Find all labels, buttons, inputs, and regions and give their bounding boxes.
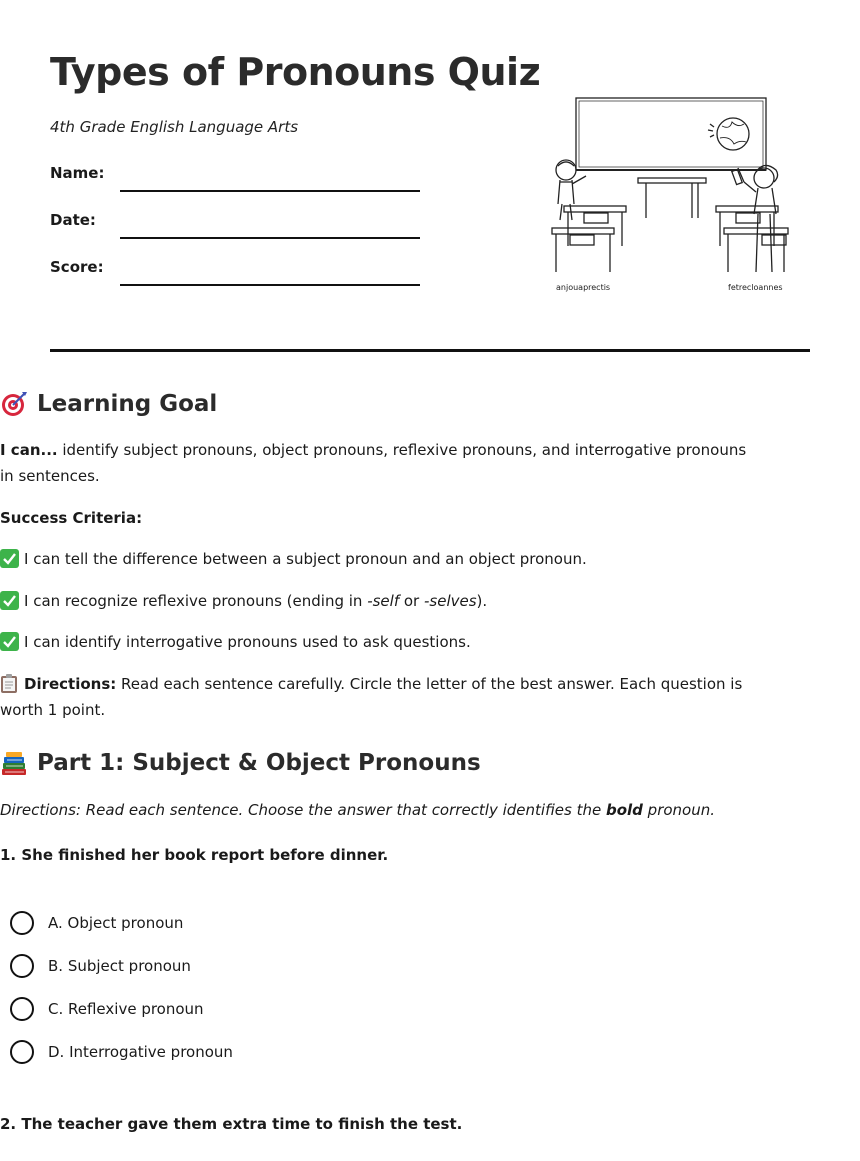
criteria-item [0, 629, 760, 655]
child-left [556, 160, 576, 180]
i-can-label: I can... [0, 441, 58, 459]
q1-option-a[interactable] [10, 910, 183, 936]
header-divider [50, 349, 810, 352]
books-icon [0, 749, 28, 777]
part1-title: Part 1: Subject & Object Pronouns [37, 750, 481, 776]
date-line[interactable] [120, 237, 420, 239]
score-field[interactable] [50, 258, 430, 288]
check-icon [0, 632, 19, 651]
score-label: Score: [50, 258, 104, 276]
learning-goal-title: Learning Goal [37, 391, 218, 417]
part1-directions [0, 797, 760, 823]
clipboard-icon [0, 674, 18, 693]
name-field[interactable] [50, 164, 430, 194]
criteria-emphasis: -self [367, 592, 400, 610]
criteria-text: or [399, 592, 424, 610]
quiz-header [50, 0, 810, 352]
option-radio[interactable] [10, 911, 34, 935]
directions-label: Directions: [24, 675, 117, 693]
learning-goal-statement [0, 437, 760, 489]
classroom-illustration [550, 96, 790, 296]
part1-heading [0, 749, 481, 777]
question-2: 2. The teacher gave them extra time to finish the test. [0, 1115, 463, 1133]
check-icon [0, 591, 19, 610]
part1-directions-text: pronoun. [642, 801, 716, 819]
teacher-desk [638, 178, 706, 183]
page-title: Types of Pronouns Quiz [50, 50, 541, 94]
criteria-text: ). [476, 592, 488, 610]
criteria-item [0, 546, 760, 572]
option-radio[interactable] [10, 997, 34, 1021]
criteria-item [0, 588, 760, 614]
q1-option-d[interactable] [10, 1039, 233, 1065]
criteria-text: I can tell the difference between a subject pronoun and an object pronoun. [24, 550, 587, 568]
option-label: B. Subject pronoun [48, 957, 191, 975]
option-label: C. Reflexive pronoun [48, 1000, 204, 1018]
question-1: 1. She finished her book report before dinner. [0, 846, 389, 864]
name-label: Name: [50, 164, 105, 182]
criteria-emphasis: -selves [424, 592, 477, 610]
illustration-caption-right: fetrecloannes [728, 283, 783, 292]
part1-directions-bold: bold [605, 801, 643, 819]
learning-goal-heading [0, 390, 217, 418]
q1-option-b[interactable] [10, 953, 191, 979]
criteria-text: I can recognize reflexive pronouns (ending in [24, 592, 368, 610]
criteria-text: I can identify interrogative pronouns used to ask questions. [24, 633, 471, 651]
score-line[interactable] [120, 284, 420, 286]
whiteboard [576, 98, 766, 170]
option-label: D. Interrogative pronoun [48, 1043, 233, 1061]
target-icon [0, 390, 28, 418]
name-line[interactable] [120, 190, 420, 192]
page-subtitle: 4th Grade English Language Arts [50, 118, 299, 136]
directions-text: Read each sentence carefully. Circle the letter of the best answer. Each question is worth 1 point. [0, 675, 743, 719]
option-label: A. Object pronoun [48, 914, 184, 932]
check-icon [0, 549, 19, 568]
directions [0, 671, 760, 723]
option-radio[interactable] [10, 1040, 34, 1064]
q1-option-c[interactable] [10, 996, 204, 1022]
i-can-text: identify subject pronouns, object pronouns, reflexive pronouns, and interrogative pronouns in sentences. [0, 441, 747, 485]
date-field[interactable] [50, 211, 430, 241]
date-label: Date: [50, 211, 96, 229]
desk-right-back [716, 206, 778, 212]
success-criteria-label: Success Criteria: [0, 509, 143, 527]
desk-right-front [724, 228, 788, 234]
illustration-caption-left: anjouaprectis [556, 283, 611, 292]
part1-directions-text: Directions: Read each sentence. Choose the answer that correctly identifies the [0, 801, 606, 819]
desk-left-back [564, 206, 626, 212]
desk-left-front [552, 228, 614, 234]
option-radio[interactable] [10, 954, 34, 978]
